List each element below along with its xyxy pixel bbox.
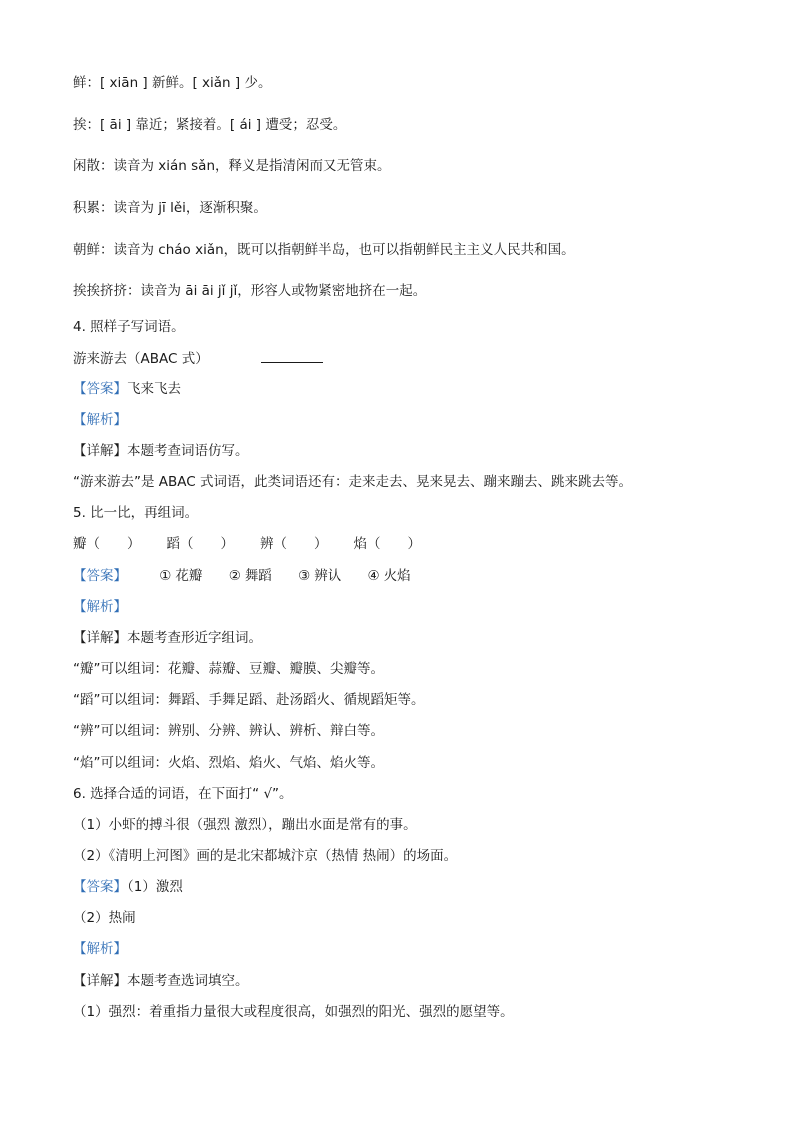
q5-answer-item	[159, 567, 202, 585]
q5-detail-row	[73, 629, 262, 647]
note-jilei: 积累：读音为 jī lěi，逐渐积聚。	[73, 200, 267, 216]
q5-chars-row	[73, 535, 421, 553]
q4-explain: “游来游去”是 ABAC 式词语，此类词语还有：走来走去、晃来晃去、蹦来蹦去、跳来跳去等。	[73, 474, 632, 490]
q5-answer-text: 火焰	[383, 568, 411, 584]
q6-sub1: （1）小虾的搏斗很（强烈 激烈），蹦出水面是常有的事。	[73, 817, 417, 833]
q6-answer2: （2）热闹	[73, 910, 136, 926]
note-ai: 挨：[ āi ] 靠近；紧接着。[ ái ] 遭受；忍受。	[73, 117, 347, 133]
q5-char: 蹈（ ）	[166, 536, 234, 552]
q5-answer-item	[229, 567, 272, 585]
note-aiaijiji: 挨挨挤挤：读音为 āi āi jǐ jǐ，形容人或物紧密地挤在一起。	[73, 283, 427, 299]
q4-detail: 本题考查词语仿写。	[127, 443, 249, 459]
q5-answer-row	[73, 567, 433, 585]
q6-explain1: （1）强烈：着重指力量很大或程度很高，如强烈的阳光、强烈的愿望等。	[73, 1004, 514, 1020]
answer-tag: 【答案】	[73, 568, 127, 584]
q5-explain-line: “蹈”可以组词：舞蹈、手舞足蹈、赴汤蹈火、循规蹈矩等。	[73, 692, 425, 708]
q6-detail-row	[73, 972, 249, 990]
q6-answer-row	[73, 878, 183, 896]
q4-example: 游来游去（ABAC 式）	[73, 351, 209, 367]
note-xian: 鲜：[ xiān ] 新鲜。[ xiǎn ] 少。	[73, 75, 272, 91]
q4-answer-row	[73, 380, 181, 398]
analysis-tag: 【解析】	[73, 941, 127, 957]
q5-question: 5. 比一比，再组词。	[73, 505, 199, 521]
q5-char: 瓣（ ）	[73, 536, 141, 552]
q4-question: 4. 照样子写词语。	[73, 319, 185, 335]
q5-char: 辨（ ）	[260, 536, 328, 552]
analysis-tag: 【解析】	[73, 599, 127, 615]
q5-answer-text: 花瓣	[175, 568, 203, 584]
q5-answer-item	[368, 567, 411, 585]
q6-answer1: （1）激烈	[127, 879, 183, 895]
detail-tag: 【详解】	[73, 630, 127, 646]
q5-answer-item	[298, 567, 341, 585]
q5-answer-text: 辨认	[314, 568, 342, 584]
q6-detail: 本题考查选词填空。	[127, 973, 249, 989]
q6-sub2: （2）《清明上河图》画的是北宋都城汴京（热情 热闹）的场面。	[73, 848, 458, 864]
q5-detail: 本题考查形近字组词。	[127, 630, 262, 646]
q5-explain-line: “辨”可以组词：辨别、分辨、辨认、辨析、辩白等。	[73, 723, 384, 739]
q5-explain-line: “瓣”可以组词：花瓣、蒜瓣、豆瓣、瓣膜、尖瓣等。	[73, 661, 384, 677]
q4-answer-blank	[261, 349, 323, 363]
note-xiansan: 闲散：读音为 xián sǎn，释义是指清闲而又无管束。	[73, 158, 391, 174]
q6-question: 6. 选择合适的词语，在下面打“ √”。	[73, 786, 293, 802]
q5-explain-line: “焰”可以组词：火焰、烈焰、焰火、气焰、焰火等。	[73, 755, 384, 771]
q4-answer: 飞来飞去	[127, 381, 181, 397]
detail-tag: 【详解】	[73, 443, 127, 459]
answer-tag: 【答案】	[73, 879, 127, 895]
q5-char: 焰（ ）	[353, 536, 421, 552]
detail-tag: 【详解】	[73, 973, 127, 989]
q5-answer-num: ④	[367, 568, 380, 584]
analysis-tag: 【解析】	[73, 412, 127, 428]
q5-answer-num: ①	[159, 568, 172, 584]
q4-detail-row	[73, 442, 249, 460]
q5-answer-num: ③	[298, 568, 311, 584]
q5-answer-text: 舞蹈	[244, 568, 272, 584]
q5-answer-num: ②	[228, 568, 241, 584]
note-chaoxian: 朝鲜：读音为 cháo xiǎn，既可以指朝鲜半岛，也可以指朝鲜民主主义人民共和国。	[73, 242, 575, 258]
q4-example-row	[73, 349, 323, 368]
answer-tag: 【答案】	[73, 381, 127, 397]
